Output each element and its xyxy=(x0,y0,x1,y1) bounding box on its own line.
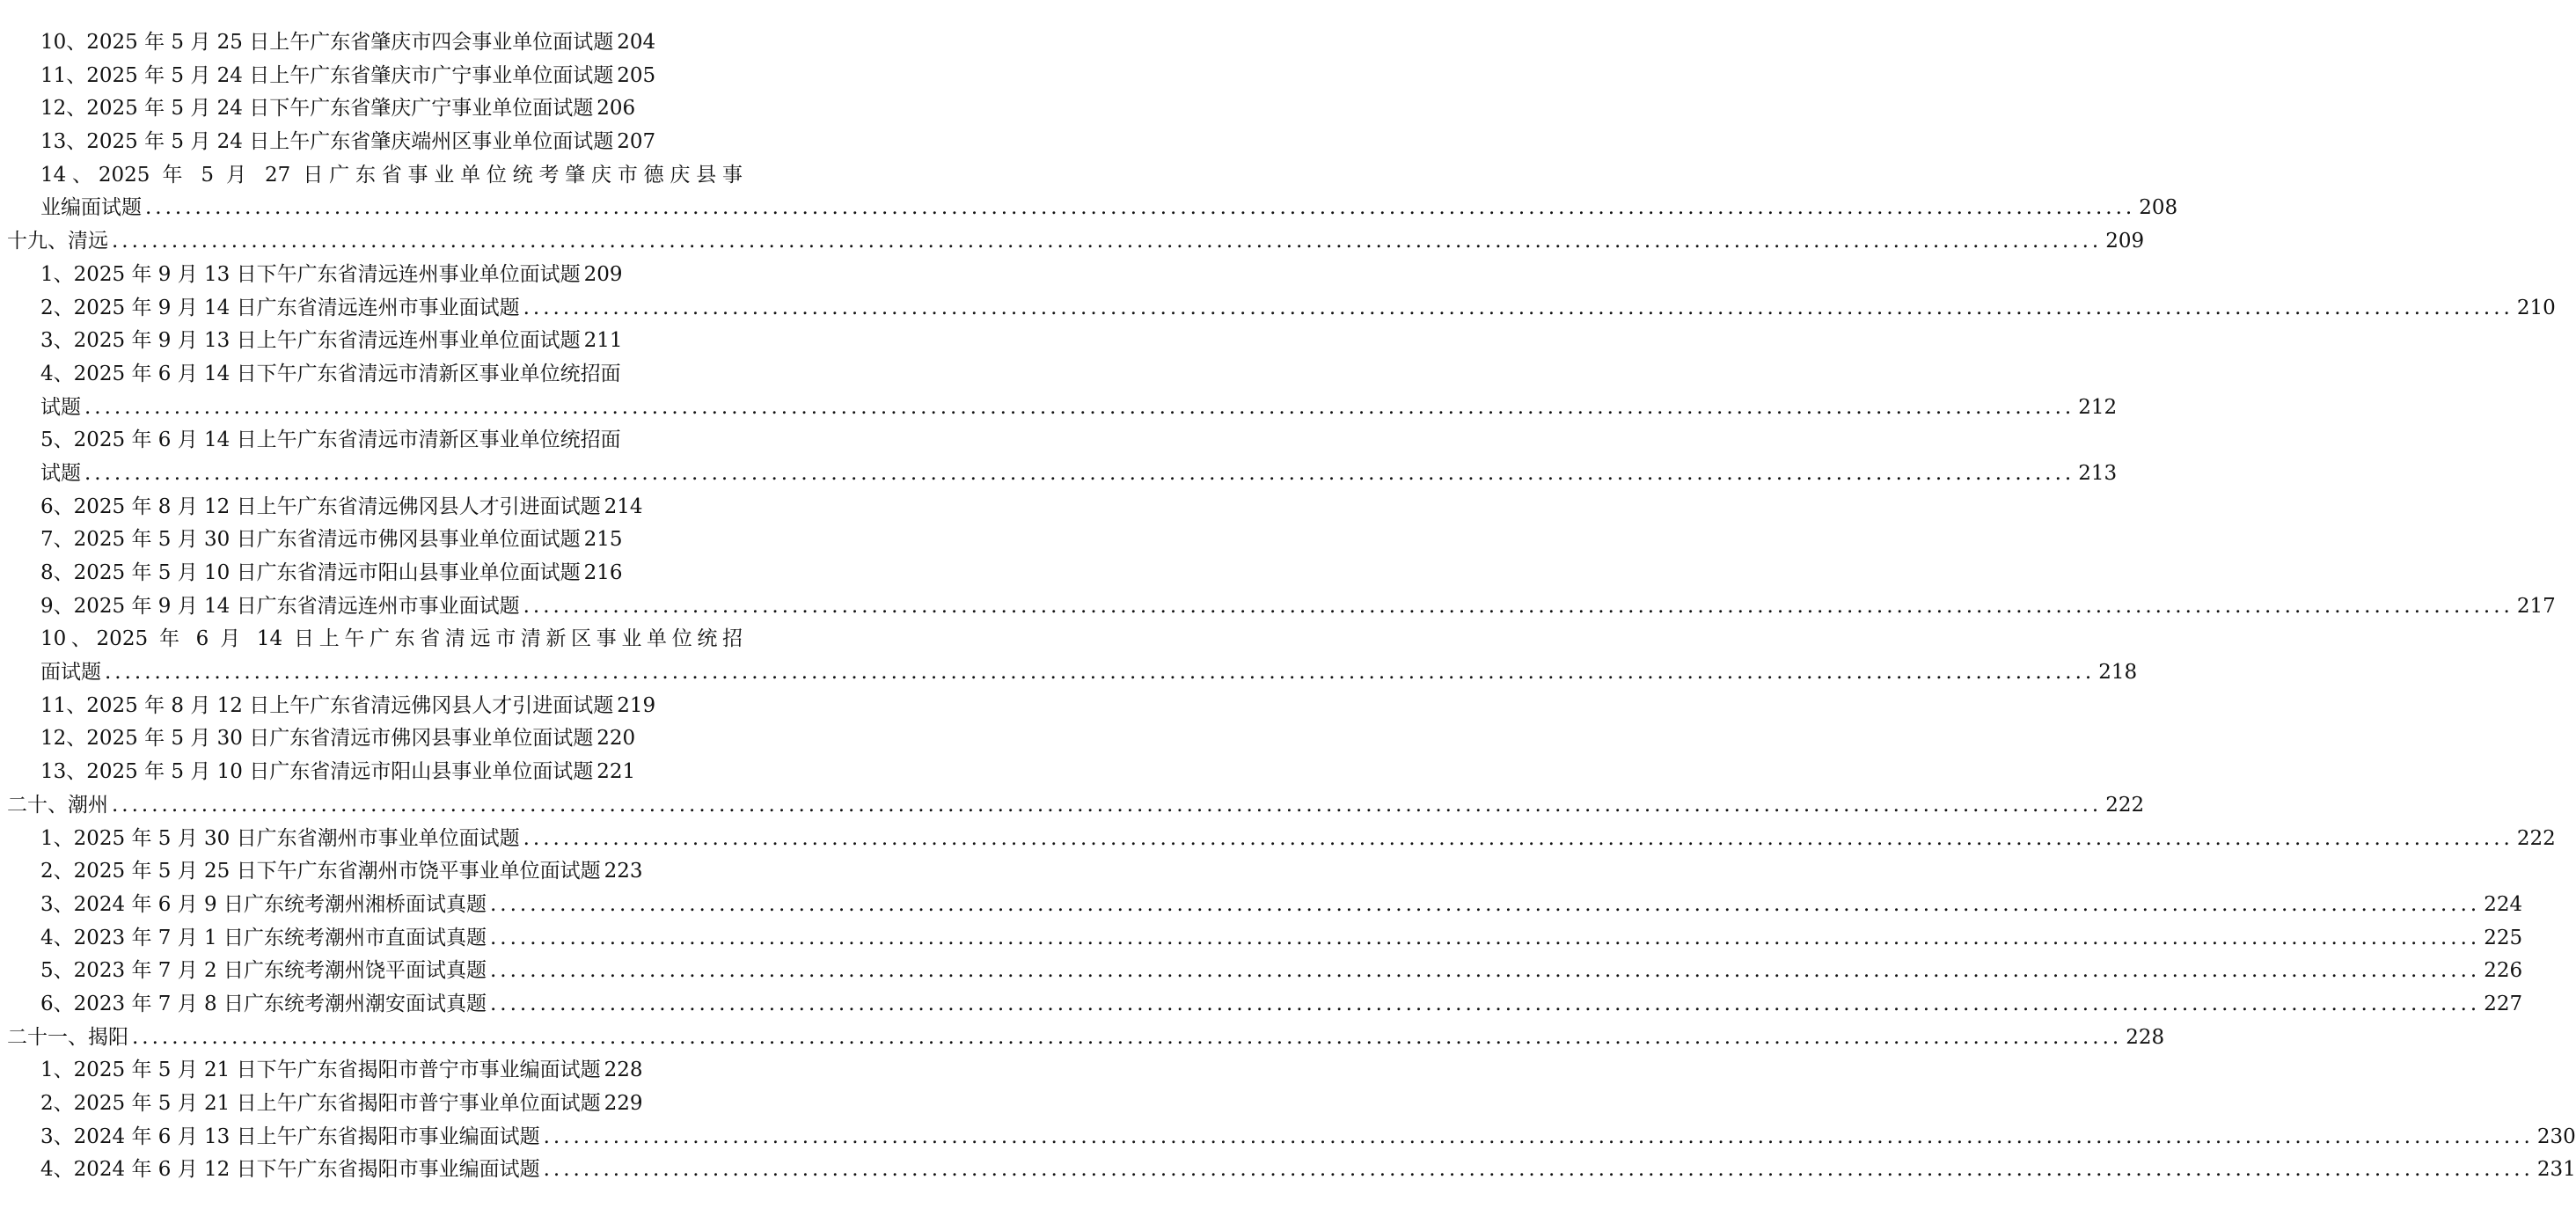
toc-entry[interactable] xyxy=(7,955,2523,988)
toc-entry[interactable] xyxy=(7,259,743,292)
toc-entry[interactable] xyxy=(7,1154,2576,1187)
toc-page-number: 226 xyxy=(2484,959,2523,983)
toc-entry[interactable] xyxy=(7,889,2523,922)
toc-page-number: 222 xyxy=(2516,826,2556,850)
toc-entry[interactable] xyxy=(7,1054,743,1088)
toc-entry-title: 1、2025 年 5 月 21 日下午广东省揭阳市普宁市事业编面试题 xyxy=(40,1059,601,1082)
toc-section-heading[interactable] xyxy=(7,789,2145,823)
toc-page-number: 223 xyxy=(604,860,643,883)
toc-entry-title: 13、2025 年 5 月 10 日广东省清远市阳山县事业单位面试题 xyxy=(40,760,594,784)
toc-entry-title: 面试题 xyxy=(40,661,101,685)
toc-entry[interactable] xyxy=(7,60,743,93)
dot-leader: ........................................................................................................................................................................................................ xyxy=(84,395,2075,419)
toc-entry-title: 2、2025 年 5 月 25 日下午广东省潮州市饶平事业单位面试题 xyxy=(40,860,601,883)
toc-entry[interactable] xyxy=(7,392,2118,425)
toc-entry[interactable] xyxy=(7,823,2556,856)
dot-leader: ........................................................................................................................................................................................................ xyxy=(112,793,2103,817)
toc-entry-title: 1、2025 年 9 月 13 日下午广东省清远连州事业单位面试题 xyxy=(40,262,581,286)
toc-entry-title: 12、2025 年 5 月 24 日下午广东省肇庆广宁事业单位面试题 xyxy=(40,97,594,121)
dot-leader: ........................................................................................................................................................................................................ xyxy=(523,594,2514,618)
toc-entry[interactable] xyxy=(7,590,2556,624)
toc-page-number: 224 xyxy=(2484,892,2523,916)
toc-entry-title: 11、2025 年 8 月 12 日上午广东省清远佛冈县人才引进面试题 xyxy=(40,693,614,717)
toc-entry[interactable] xyxy=(7,1088,743,1121)
toc-entry-title: 7、2025 年 5 月 30 日广东省清远市佛冈县事业单位面试题 xyxy=(40,528,581,552)
toc-page-number: 211 xyxy=(583,329,623,353)
toc-entry-title: 1、2025 年 5 月 30 日广东省潮州市事业单位面试题 xyxy=(40,826,520,850)
toc-entry-title: 6、2023 年 7 月 8 日广东统考潮州潮安面试真题 xyxy=(40,992,487,1015)
toc-page-number: 215 xyxy=(583,528,623,552)
toc-entry-title: 4、2023 年 7 月 1 日广东统考潮州市直面试真题 xyxy=(40,926,487,949)
toc-page-number: 212 xyxy=(2078,395,2118,419)
toc-page-number: 231 xyxy=(2536,1158,2576,1182)
toc-entry-title: 二十一、揭阳 xyxy=(7,1025,128,1049)
toc-entry-title: 二十、潮州 xyxy=(7,793,108,817)
toc-entry-title: 2、2025 年 9 月 14 日广东省清远连州市事业面试题 xyxy=(40,296,520,319)
dot-leader: ........................................................................................................................................................................................................ xyxy=(523,296,2514,319)
toc-entry-title: 11、2025 年 5 月 24 日上午广东省肇庆市广宁事业单位面试题 xyxy=(40,63,614,87)
toc-entry[interactable] xyxy=(7,524,743,557)
dot-leader: ........................................................................................................................................................................................................ xyxy=(543,1125,2534,1148)
toc-entry-title: 业编面试题 xyxy=(40,196,142,220)
toc-entry[interactable] xyxy=(7,424,743,458)
toc-page-number: 210 xyxy=(2516,296,2556,319)
toc-page-number: 227 xyxy=(2484,992,2523,1015)
toc-entry-title: 12、2025 年 5 月 30 日广东省清远市佛冈县事业单位面试题 xyxy=(40,727,594,751)
toc-page-number: 222 xyxy=(2105,793,2145,817)
toc-entry-title: 3、2024 年 6 月 9 日广东统考潮州湘桥面试真题 xyxy=(40,892,487,916)
toc-page-number: 230 xyxy=(2536,1125,2576,1148)
toc-page-number: 214 xyxy=(604,495,643,518)
toc-page-number: 221 xyxy=(596,760,636,784)
toc-entry[interactable] xyxy=(7,722,743,756)
dot-leader: ........................................................................................................................................................................................................ xyxy=(543,1158,2534,1182)
toc-page-number: 218 xyxy=(2098,661,2138,685)
toc-entry-title: 试题 xyxy=(40,461,81,485)
toc-entry[interactable] xyxy=(7,690,743,723)
toc-page-number: 207 xyxy=(617,130,656,154)
toc-section-heading[interactable] xyxy=(7,1022,2165,1055)
toc-entry-title: 10、2025 年 6 月 14 日上午广东省清远市清新区事业单位统招 xyxy=(40,627,743,651)
dot-leader: ........................................................................................................................................................................................................ xyxy=(490,892,2481,916)
toc-page-number: 228 xyxy=(604,1059,643,1082)
toc-entry-title: 10、2025 年 5 月 25 日上午广东省肇庆市四会事业单位面试题 xyxy=(40,31,614,54)
toc-page-number: 209 xyxy=(2105,230,2145,253)
toc-entry[interactable] xyxy=(7,1121,2576,1154)
toc-page-number: 225 xyxy=(2484,926,2523,949)
toc-entry[interactable] xyxy=(7,358,743,392)
toc-page-number: 219 xyxy=(617,693,656,717)
toc-page-number: 206 xyxy=(596,97,636,121)
toc-page-number: 209 xyxy=(583,262,623,286)
toc-entry-title: 4、2025 年 6 月 14 日下午广东省清远市清新区事业单位统招面 xyxy=(40,362,621,385)
toc-page-number: 213 xyxy=(2078,461,2118,485)
toc-entry[interactable] xyxy=(7,325,743,358)
toc-entry[interactable] xyxy=(7,192,2178,225)
toc-entry-title: 14、2025 年 5 月 27 日广东省事业单位统考肇庆市德庆县事 xyxy=(40,163,743,187)
dot-leader: ........................................................................................................................................................................................................ xyxy=(523,826,2514,850)
toc-section-heading[interactable] xyxy=(7,225,2145,259)
dot-leader: ........................................................................................................................................................................................................ xyxy=(145,196,2136,220)
toc-entry[interactable] xyxy=(7,458,2118,491)
toc-entry-title: 试题 xyxy=(40,395,81,419)
toc-entry[interactable] xyxy=(7,26,743,60)
toc-entry-title: 13、2025 年 5 月 24 日上午广东省肇庆端州区事业单位面试题 xyxy=(40,130,614,154)
toc-page-number: 220 xyxy=(596,727,636,751)
toc-page-number: 217 xyxy=(2516,594,2556,618)
toc-page-number: 228 xyxy=(2126,1025,2165,1049)
dot-leader: ........................................................................................................................................................................................................ xyxy=(490,959,2481,983)
toc-entry[interactable] xyxy=(7,92,743,126)
toc-entry[interactable] xyxy=(7,126,743,159)
toc-page-number: 216 xyxy=(583,561,623,584)
toc-entry-title: 5、2025 年 6 月 14 日上午广东省清远市清新区事业单位统招面 xyxy=(40,429,621,452)
toc-page-number: 204 xyxy=(617,31,656,54)
toc-entry-title: 5、2023 年 7 月 2 日广东统考潮州饶平面试真题 xyxy=(40,959,487,983)
toc-entry[interactable] xyxy=(7,988,2523,1022)
toc-entry[interactable] xyxy=(7,557,743,590)
dot-leader: ........................................................................................................................................................................................................ xyxy=(105,661,2096,685)
dot-leader: ........................................................................................................................................................................................................ xyxy=(112,230,2103,253)
table-of-contents xyxy=(7,26,2576,1187)
toc-entry-title: 2、2025 年 5 月 21 日上午广东省揭阳市普宁事业单位面试题 xyxy=(40,1092,601,1115)
toc-entry[interactable] xyxy=(7,922,2523,956)
toc-entry-title: 3、2024 年 6 月 13 日上午广东省揭阳市事业编面试题 xyxy=(40,1125,540,1148)
toc-entry-title: 6、2025 年 8 月 12 日上午广东省清远佛冈县人才引进面试题 xyxy=(40,495,601,518)
toc-entry[interactable] xyxy=(7,855,743,889)
toc-entry[interactable] xyxy=(7,623,743,656)
dot-leader: ........................................................................................................................................................................................................ xyxy=(490,926,2481,949)
toc-page-number: 208 xyxy=(2139,196,2178,220)
toc-entry[interactable] xyxy=(7,756,743,789)
dot-leader: ........................................................................................................................................................................................................ xyxy=(490,992,2481,1015)
toc-page-number: 229 xyxy=(604,1092,643,1115)
toc-entry[interactable] xyxy=(7,292,2556,326)
dot-leader: ........................................................................................................................................................................................................ xyxy=(84,461,2075,485)
toc-entry-title: 4、2024 年 6 月 12 日下午广东省揭阳市事业编面试题 xyxy=(40,1158,540,1182)
toc-entry-title: 十九、清远 xyxy=(7,230,108,253)
toc-entry-title: 3、2025 年 9 月 13 日上午广东省清远连州事业单位面试题 xyxy=(40,329,581,353)
toc-entry-title: 8、2025 年 5 月 10 日广东省清远市阳山县事业单位面试题 xyxy=(40,561,581,584)
toc-page-number: 205 xyxy=(617,63,656,87)
toc-entry[interactable] xyxy=(7,159,743,193)
toc-entry-title: 9、2025 年 9 月 14 日广东省清远连州市事业面试题 xyxy=(40,594,520,618)
toc-entry[interactable] xyxy=(7,656,2138,690)
toc-entry[interactable] xyxy=(7,491,743,524)
dot-leader: ........................................................................................................................................................................................................ xyxy=(132,1025,2123,1049)
